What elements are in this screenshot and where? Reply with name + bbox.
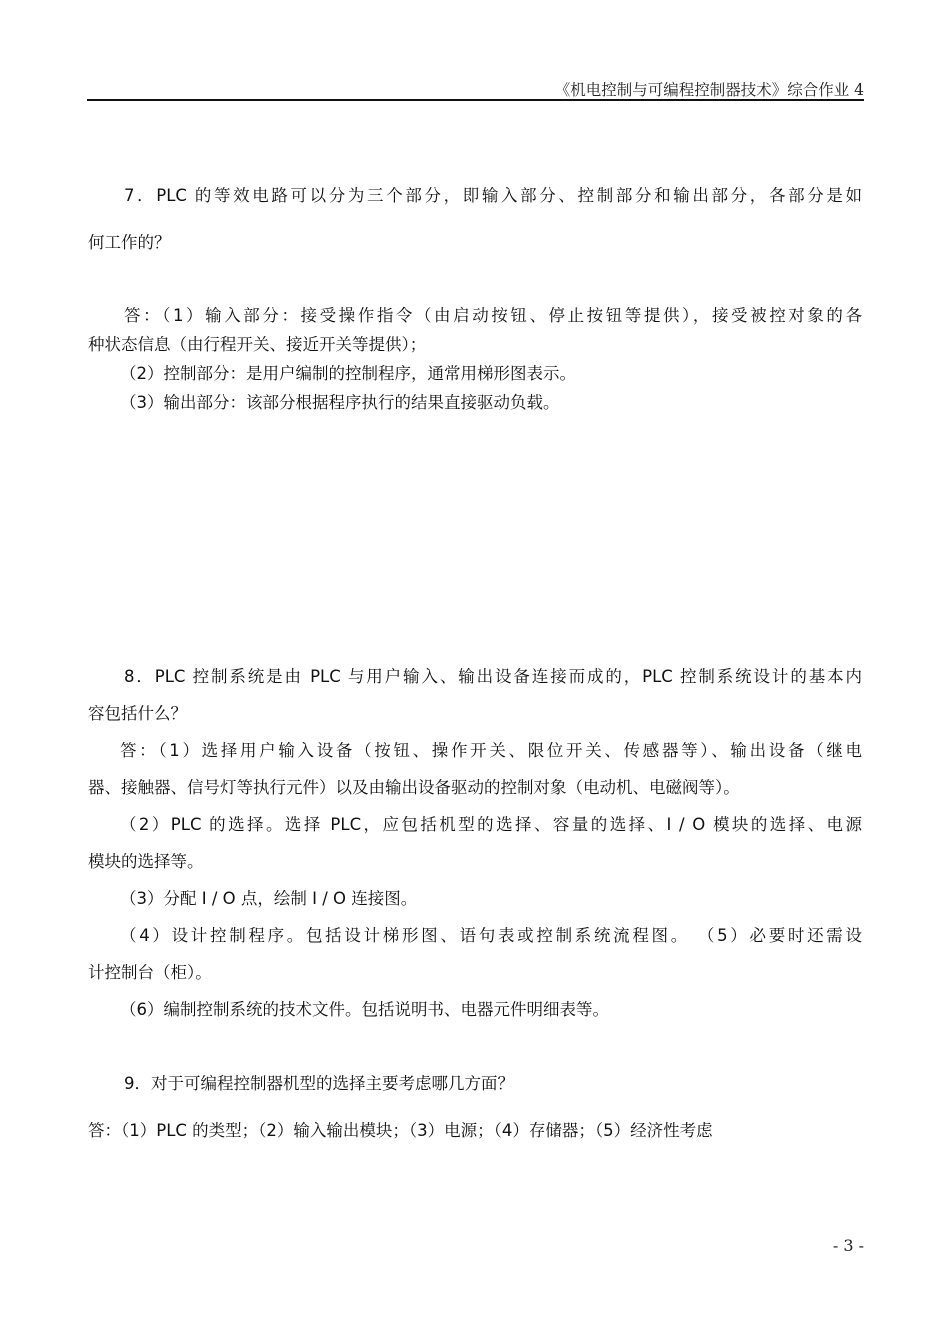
q8-answer-line-8: （6）编制控制系统的技术文件。包括说明书、电器元件明细表等。 (120, 1000, 609, 1019)
q8-answer-line-2: 器、接触器、信号灯等执行元件）以及由输出设备驱动的控制对象（电动机、电磁阀等）。 (88, 778, 740, 797)
q9-question-line-1: 9．对于可编程控制器机型的选择主要考虑哪几方面？ (124, 1074, 514, 1093)
q8-answer-line-6: （4）设计控制程序。包括设计梯形图、语句表或控制系统流程图。 （5）必要时还需设 (120, 926, 862, 945)
q8-answer-line-1: 答：（1）选择用户输入设备（按钮、操作开关、限位开关、传感器等）、输出设备（继电 (120, 741, 862, 760)
q7-answer-line-3: （2）控制部分：是用户编制的控制程序，通常用梯形图表示。 (120, 364, 576, 383)
q9-answer-line-1: 答：（1）PLC 的类型；（2）输入输出模块；（3）电源；（4）存储器；（5）经济性考虑 (88, 1121, 713, 1140)
running-header: 《机电控制与可编程控制器技术》综合作业 4 (554, 81, 864, 99)
q8-question-line-1: 8．PLC 控制系统是由 PLC 与用户输入、输出设备连接而成的，PLC 控制系统设计的基本内 (124, 667, 862, 686)
header-rule (87, 99, 864, 101)
q8-answer-line-4: 模块的选择等。 (88, 852, 204, 871)
q7-question-line-2: 何工作的？ (88, 233, 171, 252)
q7-answer-line-1: 答：（1）输入部分：接受操作指令（由启动按钮、停止按钮等提供），接受被控对象的各 (124, 306, 862, 325)
q8-answer-line-3: （2）PLC 的选择。选择 PLC，应包括机型的选择、容量的选择、I / O 模块的选择、电源 (120, 815, 862, 834)
q7-answer-line-2: 种状态信息（由行程开关、接近开关等提供）； (88, 335, 427, 354)
q7-question-line-1: 7．PLC 的等效电路可以分为三个部分，即输入部分、控制部分和输出部分，各部分是如 (124, 186, 862, 205)
page-number: - 3 - (832, 1236, 864, 1255)
q8-answer-line-5: （3）分配 I / O 点，绘制 I / O 连接图。 (120, 889, 418, 908)
q8-answer-line-7: 计控制台（柜）。 (88, 963, 212, 982)
q7-answer-line-4: （3）输出部分：该部分根据程序执行的结果直接驱动负载。 (120, 393, 560, 412)
q8-question-line-2: 容包括什么？ (88, 704, 187, 723)
